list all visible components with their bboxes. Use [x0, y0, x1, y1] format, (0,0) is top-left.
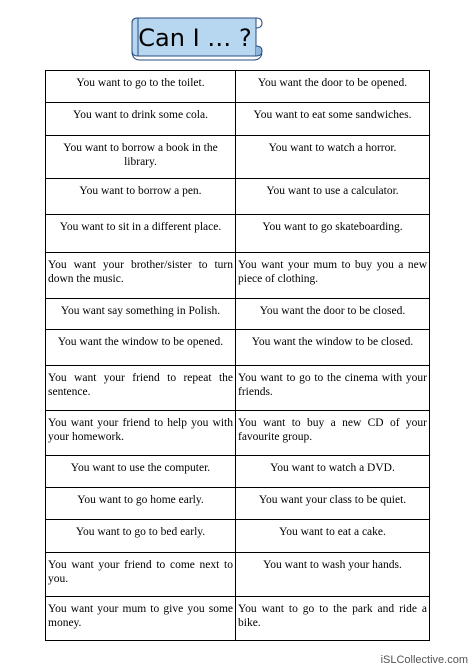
table-row	[46, 253, 430, 299]
prompt-card: You want to use the computer.	[46, 456, 236, 488]
prompt-card: You want to sit in a different place.	[46, 215, 236, 253]
table-row	[46, 488, 430, 520]
prompt-card: You want to borrow a pen.	[46, 179, 236, 215]
prompt-card: You want to use a calculator.	[236, 179, 430, 215]
table-row	[46, 299, 430, 330]
prompt-card: You want your brother/sister to turn down the music.	[46, 253, 236, 299]
prompt-card: You want the door to be opened.	[236, 71, 430, 103]
prompt-card: You want to go skateboarding.	[236, 215, 430, 253]
prompt-card: You want to eat some sandwiches.	[236, 103, 430, 136]
prompt-card: You want to eat a cake.	[236, 520, 430, 553]
table-row	[46, 136, 430, 179]
table-row	[46, 520, 430, 553]
prompt-card: You want say something in Polish.	[46, 299, 236, 330]
table-row	[46, 330, 430, 366]
prompt-card: You want your mum to buy you a new piece of clothing.	[236, 253, 430, 299]
prompt-card: You want your friend to come next to you.	[46, 553, 236, 597]
table-row	[46, 553, 430, 597]
table-row	[46, 179, 430, 215]
prompt-card: You want to go home early.	[46, 488, 236, 520]
prompt-card: You want to watch a DVD.	[236, 456, 430, 488]
prompt-card: You want your friend to repeat the sentence.	[46, 366, 236, 411]
table-row	[46, 103, 430, 136]
table-row	[46, 215, 430, 253]
prompt-card: You want to go to the toilet.	[46, 71, 236, 103]
prompt-card: You want your class to be quiet.	[236, 488, 430, 520]
prompt-card: You want to drink some cola.	[46, 103, 236, 136]
table-row	[46, 456, 430, 488]
prompt-card: You want to go to bed early.	[46, 520, 236, 553]
site-watermark: iSLCollective.com	[380, 654, 468, 666]
prompt-cards-table	[45, 70, 430, 641]
prompt-card: You want to wash your hands.	[236, 553, 430, 597]
prompt-card: You want to buy a new CD of your favourite group.	[236, 411, 430, 456]
prompt-card: You want the door to be closed.	[236, 299, 430, 330]
prompt-card: You want your friend to help you with your homework.	[46, 411, 236, 456]
prompt-card: You want your mum to give you some money.	[46, 597, 236, 641]
prompt-card: You want to watch a horror.	[236, 136, 430, 179]
table-row	[46, 411, 430, 456]
prompt-card: You want to go to the park and ride a bike.	[236, 597, 430, 641]
table-row	[46, 597, 430, 641]
prompt-card: You want to go to the cinema with your friends.	[236, 366, 430, 411]
prompt-card: You want the window to be opened.	[46, 330, 236, 366]
prompt-card: You want the window to be closed.	[236, 330, 430, 366]
page-title: Can I … ?	[138, 24, 252, 52]
title-banner	[124, 12, 266, 64]
table-row	[46, 71, 430, 103]
prompt-card: You want to borrow a book in the library.	[46, 136, 236, 179]
table-row	[46, 366, 430, 411]
